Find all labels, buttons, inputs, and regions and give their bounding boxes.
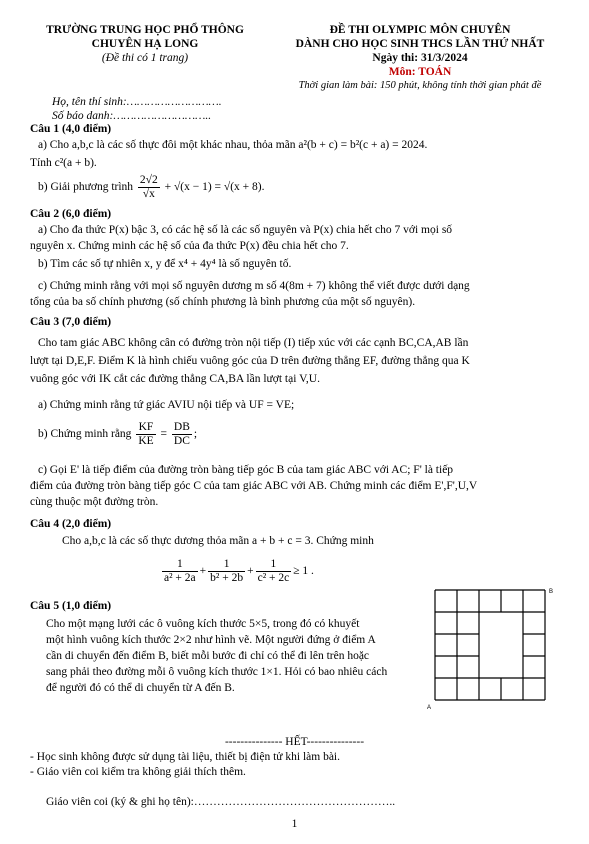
- school-name-line2: CHUYÊN HẠ LONG: [91, 38, 199, 50]
- q5-line3: cần di chuyển đến điểm B, biết mỗi bước đi chỉ có thể đi lên trên hoặc: [46, 650, 370, 662]
- q3-b-den2: DC: [173, 435, 190, 447]
- q5-line1: Cho một mạng lưới các ô vuông kích thước 5×5, trong đó có khuyết: [46, 618, 360, 630]
- page-number: 1: [291, 818, 298, 830]
- school-name-line1: TRƯỜNG TRUNG HỌC PHỔ THÔNG: [46, 24, 244, 36]
- q5-line5: để người đó có thể di chuyển từ A đến B.: [46, 682, 235, 694]
- note-1: - Học sinh không được sử dụng tài liệu, thiết bị điện tử khi làm bài.: [30, 751, 341, 763]
- q3-b-frac2: [172, 421, 192, 448]
- q5-title: Câu 5 (1,0 điểm): [30, 600, 112, 612]
- proctor-signature-field: Giáo viên coi (ký & ghi họ tên):……………………………………………..: [46, 796, 396, 808]
- q1-b-prefix: b) Giải phương trình: [38, 181, 134, 194]
- student-name-field: Họ, tên thí sinh:……………………….: [52, 96, 222, 108]
- time-note: Thời gian làm bài: 150 phút, không tính thời gian phát đề: [298, 80, 542, 91]
- q4-frac1: [162, 558, 198, 585]
- q1-b-suffix: + √(x − 1) = √(x + 8).: [164, 181, 265, 194]
- student-id-field: Số báo danh:………………………..: [52, 110, 212, 122]
- q4-frac2: [208, 558, 245, 585]
- subject: Môn: TOÁN: [388, 66, 452, 78]
- grid-figure: [425, 585, 560, 715]
- q3-intro1: Cho tam giác ABC không cân có đường tròn nội tiếp (I) tiếp xúc với các cạnh BC,CA,AB lần: [38, 337, 469, 349]
- grid-label-a: A: [427, 705, 432, 711]
- q3-b-frac1: [136, 421, 155, 448]
- q3-b-num2: DB: [173, 421, 190, 433]
- q2-title: Câu 2 (6,0 điểm): [30, 208, 112, 220]
- q2-a-line1: a) Cho đa thức P(x) bậc 3, có các hệ số là các số nguyên và P(x) chia hết cho 7 với mọi số: [38, 224, 453, 236]
- pages-note: (Đề thi có 1 trang): [101, 52, 189, 64]
- q4-num2: 1: [208, 558, 245, 572]
- q1-b-num: 2√2: [139, 174, 158, 186]
- q4-den2: b² + 2b: [210, 572, 244, 584]
- q4-line1: Cho a,b,c là các số thực dương thỏa mãn a + b + c = 3. Chứng minh: [62, 535, 374, 547]
- q1-b-fraction: [138, 174, 160, 201]
- q4-inequality: $\frac{1}{\text{a² + 2a}}$ + $\frac{1}{\text{b² + 2b}}$ + $\frac{1}{\text{c² + 2c}}$ ≥ 1 .: [164, 558, 314, 584]
- q3-c-line2: điểm của đường tròn bàng tiếp góc C của tam giác ABC với AB. Chứng minh các điểm E',F',U,V: [30, 480, 478, 492]
- q2-c-line1: c) Chứng minh rằng với mọi số nguyên dương m số 4(8m + 7) không thể viết được dưới dạng: [38, 280, 470, 292]
- q3-intro3: vuông góc với IK cắt các đường thẳng CA,BA lần lượt tại V,U.: [30, 373, 320, 385]
- q3-a-line: a) Chứng minh rằng tứ giác AVIU nội tiếp và UF = VE;: [38, 399, 295, 411]
- q4-tail: ≥ 1 .: [293, 565, 314, 578]
- q4-den3: c² + 2c: [257, 572, 290, 584]
- q1-a-text2: Tính c²(a + b).: [30, 157, 97, 169]
- q4-num3: 1: [256, 558, 292, 572]
- exam-date: Ngày thi: 31/3/2024: [372, 52, 468, 64]
- q3-b-equation: b) Chứng minh rằng $\frac{KF}{KE}$ = $\frac{DB}{DC}$ ;: [38, 421, 198, 447]
- q4-frac3: [256, 558, 292, 585]
- q3-title: Câu 3 (7,0 điểm): [30, 316, 112, 328]
- q1-b-den: √x: [142, 188, 155, 200]
- q3-c-line1: c) Gọi E' là tiếp điểm của đường tròn bàng tiếp góc B của tam giác ABC với AC; F' là tiếp: [38, 464, 454, 476]
- q3-b-num1: KF: [136, 421, 155, 435]
- q3-b-den1: KE: [138, 435, 154, 447]
- q1-a-text: a) Cho a,b,c là các số thực đôi một khác nhau, thỏa mãn a²(b + c) = b²(c + a) = 2024.: [38, 139, 428, 151]
- q3-c-line3: cùng thuộc một đường tròn.: [30, 496, 159, 508]
- end-marker: --------------- HẾT---------------: [224, 736, 365, 748]
- q5-line4: sang phải theo đường mỗi ô vuông kích thước 1×1. Hỏi có bao nhiêu cách: [46, 666, 388, 678]
- exam-subtitle: DÀNH CHO HỌC SINH THCS LẦN THỨ NHẤT: [295, 38, 545, 50]
- q4-title: Câu 4 (2,0 điểm): [30, 518, 112, 530]
- q4-num1: 1: [162, 558, 198, 572]
- q2-c-line2: tổng của ba số chính phương (số chính phương là bình phương của một số nguyên).: [30, 296, 416, 308]
- q3-b-prefix: b) Chứng minh rằng: [38, 428, 132, 441]
- exam-title: ĐỀ THI OLYMPIC MÔN CHUYÊN: [329, 24, 511, 36]
- q1-title: Câu 1 (4,0 điểm): [30, 123, 112, 135]
- grid-label-b: B: [549, 589, 554, 595]
- note-2: - Giáo viên coi kiểm tra không giải thích thêm.: [30, 766, 246, 778]
- q5-line2: một hình vuông kích thước 2×2 như hình vẽ. Một người đứng ở điểm A: [46, 634, 376, 646]
- q1-b-equation: [38, 174, 265, 201]
- q4-den1: a² + 2a: [164, 572, 196, 584]
- q2-b-line: b) Tìm các số tự nhiên x, y để x⁴ + 4y⁴ là số nguyên tố.: [38, 258, 292, 270]
- q2-a-line2: nguyên x. Chứng minh các hệ số của đa thức P(x) đều chia hết cho 7.: [30, 240, 349, 252]
- q3-intro2: lượt tại D,E,F. Điểm K là hình chiếu vuông góc của D trên đường thẳng EF, đường thẳng qua K: [30, 355, 470, 367]
